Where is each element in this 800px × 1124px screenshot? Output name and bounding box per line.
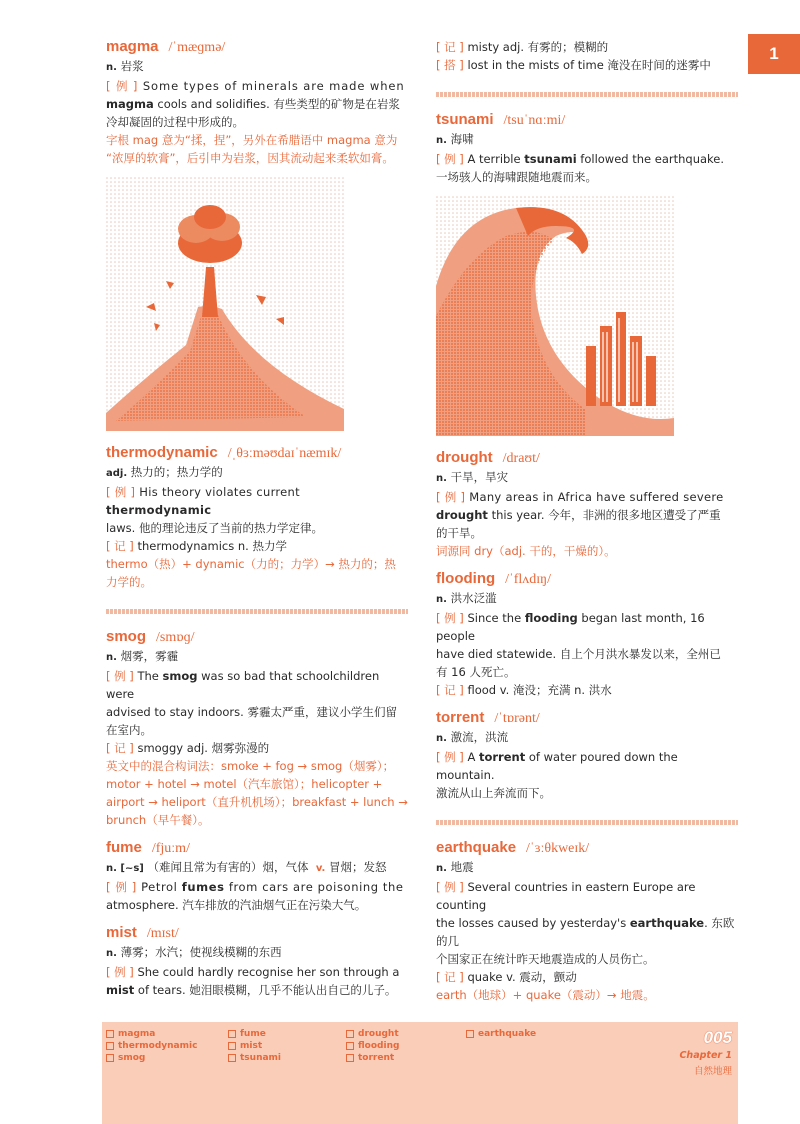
entry-head bbox=[436, 449, 738, 468]
example bbox=[106, 981, 408, 999]
definition bbox=[106, 858, 408, 878]
entry-head bbox=[436, 570, 738, 589]
part-of-speech: n. bbox=[106, 652, 117, 663]
meaning: 地震 bbox=[450, 860, 474, 874]
entry-tsunami bbox=[436, 111, 738, 186]
example-text: Since the bbox=[467, 611, 525, 625]
index-item: drought bbox=[346, 1028, 399, 1040]
definition bbox=[436, 858, 738, 878]
example: 有 16 人死亡。 bbox=[436, 665, 516, 679]
example bbox=[436, 914, 738, 950]
section-divider bbox=[436, 820, 738, 825]
index-item: tsunami bbox=[228, 1052, 281, 1064]
example-text: She could hardly recognise her son through a bbox=[137, 965, 400, 979]
chapter-title: 自然地理 bbox=[693, 1066, 732, 1077]
index-column bbox=[106, 1028, 197, 1064]
entry-drought bbox=[436, 449, 738, 560]
meaning: 烟雾，雾霾 bbox=[120, 649, 179, 663]
example bbox=[436, 506, 738, 524]
headword: earthquake bbox=[436, 839, 517, 856]
example bbox=[106, 95, 408, 113]
example-keyword: flooding bbox=[524, 611, 578, 625]
part-of-speech: n. bbox=[436, 863, 447, 874]
part-of-speech: n. [~s] bbox=[106, 863, 144, 874]
memory-tag: [ 记 ] bbox=[436, 970, 464, 984]
meaning: 薄雾；水汽；使视线模糊的东西 bbox=[120, 945, 282, 959]
phonetic: /mɪst/ bbox=[146, 926, 179, 941]
memory-tag: [ 记 ] bbox=[106, 539, 134, 553]
example-tag: [ 例 ] bbox=[106, 880, 137, 894]
example bbox=[106, 77, 408, 95]
example: have died statewide. 自上个月洪水暴发以来，全州已 bbox=[436, 647, 721, 661]
phonetic: /tsuˈnɑːmi/ bbox=[503, 113, 566, 128]
example-keyword: torrent bbox=[478, 750, 526, 764]
entry-fume bbox=[106, 839, 408, 914]
entry-torrent bbox=[436, 709, 738, 802]
checkbox-icon bbox=[106, 1042, 114, 1050]
headword: smog bbox=[106, 628, 147, 645]
chapter-label: Chapter 1 bbox=[679, 1050, 732, 1061]
example-keyword: thermodynamic bbox=[106, 503, 212, 517]
example-keyword: drought bbox=[436, 508, 488, 522]
example-text: . 东欧的几 bbox=[436, 916, 735, 948]
right-column bbox=[436, 38, 738, 1004]
example-text: The bbox=[137, 669, 163, 683]
definition bbox=[106, 943, 408, 963]
example-tag: [ 例 ] bbox=[436, 611, 464, 625]
checkbox-icon bbox=[228, 1042, 236, 1050]
phonetic: /ˌθɜːməʊdaɪˈnæmɪk/ bbox=[227, 446, 342, 461]
meaning: 岩浆 bbox=[120, 59, 144, 73]
example-tag: [ 例 ] bbox=[106, 79, 139, 93]
example-text: Petrol bbox=[141, 880, 182, 894]
entry-flooding bbox=[436, 570, 738, 699]
definition bbox=[436, 468, 738, 488]
entry-head bbox=[106, 839, 408, 858]
example-keyword: magma bbox=[106, 97, 154, 111]
part-of-speech: n. bbox=[436, 733, 447, 744]
example bbox=[106, 113, 408, 131]
etymology-note: 英文中的混合构词法：smoke + fog → smog（烟雾）； bbox=[106, 759, 395, 773]
phonetic: /draʊt/ bbox=[502, 451, 540, 466]
example-text: this year. 今年，非洲的很多地区遭受了严重 bbox=[487, 508, 721, 522]
meaning: 冒烟；发怒 bbox=[329, 860, 387, 874]
meaning: 干旱，旱灾 bbox=[450, 470, 509, 484]
collocation bbox=[436, 56, 738, 74]
index-column bbox=[346, 1028, 399, 1064]
index-item: thermodynamic bbox=[106, 1040, 197, 1052]
phonetic: /ˈtɒrənt/ bbox=[494, 711, 540, 726]
memory-text: smoggy adj. 烟雾弥漫的 bbox=[137, 741, 270, 755]
index-item: smog bbox=[106, 1052, 197, 1064]
example-tag: [ 例 ] bbox=[436, 152, 464, 166]
example-text: Several countries in eastern Europe are counting bbox=[436, 880, 696, 912]
example-text: A terrible bbox=[467, 152, 525, 166]
entry-mist bbox=[106, 924, 408, 999]
example-text: His theory violates current bbox=[139, 485, 300, 499]
example-tag: [ 例 ] bbox=[106, 485, 136, 499]
example-text: from cars are poisoning the bbox=[224, 880, 404, 894]
definition bbox=[106, 463, 408, 483]
example bbox=[436, 878, 738, 914]
footer-index bbox=[102, 1022, 738, 1124]
index-item: earthquake bbox=[466, 1028, 536, 1040]
example: 在室内。 bbox=[106, 723, 152, 737]
checkbox-icon bbox=[346, 1042, 354, 1050]
entry-head bbox=[436, 709, 738, 728]
phonetic: /ˈmæɡmə/ bbox=[168, 40, 226, 55]
headword: thermodynamic bbox=[106, 444, 218, 461]
part-of-speech: v. bbox=[315, 863, 326, 874]
headword: tsunami bbox=[436, 111, 494, 128]
example-tag: [ 例 ] bbox=[436, 880, 464, 894]
headword: torrent bbox=[436, 709, 485, 726]
wave-illustration bbox=[436, 196, 738, 441]
etymology-note: “浓厚的软膏”，后引申为岩浆，因其流动起来柔软如膏。 bbox=[106, 151, 394, 165]
example-keyword: mist bbox=[106, 983, 135, 997]
example-text: cools and solidifies. 有些类型的矿物是在岩浆 bbox=[153, 97, 400, 111]
etymology-note: earth（地球）+ quake（震动）→ 地震。 bbox=[436, 988, 655, 1002]
memory-tag: [ 记 ] bbox=[436, 683, 464, 697]
definition bbox=[436, 728, 738, 748]
example-tag: [ 例 ] bbox=[436, 490, 466, 504]
memory-text: misty adj. 有雾的；模糊的 bbox=[467, 40, 609, 54]
example: atmosphere. 汽车排放的汽油烟气正在污染大气。 bbox=[106, 898, 367, 912]
checkbox-icon bbox=[466, 1030, 474, 1038]
etymology-note: 字根 mag 意为“揉，捏”，另外在希腊语中 magma 意为 bbox=[106, 133, 398, 147]
example-text: of water poured down the mountain. bbox=[436, 750, 678, 782]
memory-text: quake v. 震动，颤动 bbox=[467, 970, 577, 984]
example-keyword: tsunami bbox=[524, 152, 577, 166]
example-tag: [ 例 ] bbox=[106, 965, 134, 979]
phonetic: /ˈɜːθkweɪk/ bbox=[526, 841, 590, 856]
headword: fume bbox=[106, 839, 142, 856]
phonetic: /fjuːm/ bbox=[151, 841, 190, 856]
definition bbox=[106, 57, 408, 77]
example-keyword: smog bbox=[162, 669, 198, 683]
collocation-tag: [ 搭 ] bbox=[436, 58, 464, 72]
etymology-note: 词源同 dry（adj. 干的，干燥的）。 bbox=[436, 544, 616, 558]
example-keyword: fumes bbox=[181, 880, 225, 894]
memory-note bbox=[106, 739, 408, 757]
example: laws. 他的理论违反了当前的热力学定律。 bbox=[106, 521, 323, 535]
example-text: was so bad that schoolchildren were bbox=[106, 669, 380, 701]
entry-mist-continued bbox=[436, 38, 738, 74]
headword: magma bbox=[106, 38, 159, 55]
index-item: magma bbox=[106, 1028, 197, 1040]
part-of-speech: n. bbox=[436, 135, 447, 146]
meaning: （难闻且常为有害的）烟，气体 bbox=[147, 860, 309, 874]
part-of-speech: n. bbox=[436, 594, 447, 605]
example bbox=[106, 878, 408, 896]
memory-note bbox=[436, 968, 738, 986]
memory-tag: [ 记 ] bbox=[436, 40, 464, 54]
checkbox-icon bbox=[228, 1054, 236, 1062]
entry-head bbox=[106, 38, 408, 57]
volcano-illustration bbox=[106, 177, 408, 436]
example-text: followed the earthquake. bbox=[576, 152, 725, 166]
entry-head bbox=[106, 924, 408, 943]
checkbox-icon bbox=[346, 1030, 354, 1038]
phonetic: /smɒɡ/ bbox=[156, 630, 195, 645]
etymology-note: thermo（热）+ dynamic（力的；力学）→ 热力的；热 bbox=[106, 557, 396, 571]
example-keyword: earthquake bbox=[629, 916, 705, 930]
definition bbox=[436, 589, 738, 609]
example-text: A bbox=[467, 750, 479, 764]
example: 激流从山上奔流而下。 bbox=[436, 786, 551, 800]
entry-head bbox=[436, 839, 738, 858]
wave-image bbox=[436, 196, 674, 436]
part-of-speech: n. bbox=[106, 62, 117, 73]
example-text: the losses caused by yesterday's bbox=[436, 916, 630, 930]
example bbox=[106, 483, 408, 519]
memory-text: flood v. 淹没；充满 n. 洪水 bbox=[467, 683, 612, 697]
entry-magma bbox=[106, 38, 408, 167]
meaning: 热力的；热力学的 bbox=[130, 465, 223, 479]
entry-head bbox=[436, 111, 738, 130]
example-text: of tears. 她泪眼模糊，几乎不能认出自己的儿子。 bbox=[134, 983, 397, 997]
checkbox-icon bbox=[106, 1030, 114, 1038]
part-of-speech: adj. bbox=[106, 468, 128, 479]
index-column bbox=[466, 1028, 536, 1040]
entry-head bbox=[106, 444, 408, 463]
etymology-note: 力学的。 bbox=[106, 575, 152, 589]
example bbox=[436, 609, 738, 645]
example-text: Many areas in Africa have suffered severe bbox=[469, 490, 724, 504]
phonetic: /ˈflʌdɪŋ/ bbox=[505, 572, 551, 587]
headword: mist bbox=[106, 924, 137, 941]
collocation-text: lost in the mists of time 淹没在时间的迷雾中 bbox=[467, 58, 711, 72]
headword: flooding bbox=[436, 570, 496, 587]
definition bbox=[436, 130, 738, 150]
entry-head bbox=[106, 628, 408, 647]
checkbox-icon bbox=[106, 1054, 114, 1062]
example-text: began last month, 16 people bbox=[436, 611, 705, 643]
entry-earthquake bbox=[436, 839, 738, 1004]
example bbox=[436, 150, 738, 168]
page-number: 005 bbox=[703, 1028, 732, 1047]
memory-note bbox=[106, 537, 408, 555]
example bbox=[106, 667, 408, 703]
volcano-image bbox=[106, 177, 344, 431]
memory-note bbox=[436, 38, 738, 56]
example: 一场骇人的海啸跟随地震而来。 bbox=[436, 170, 597, 184]
example: 个国家正在统计昨天地震造成的人员伤亡。 bbox=[436, 952, 655, 966]
checkbox-icon bbox=[228, 1030, 236, 1038]
memory-note bbox=[436, 681, 738, 699]
chapter-tab: 1 bbox=[748, 34, 800, 74]
headword: drought bbox=[436, 449, 493, 466]
memory-tag: [ 记 ] bbox=[106, 741, 134, 755]
example-tag: [ 例 ] bbox=[106, 669, 134, 683]
index-column bbox=[228, 1028, 281, 1064]
section-divider bbox=[106, 609, 408, 614]
etymology-note: airport → heliport（直升机机场）；breakfast + lunch → bbox=[106, 795, 408, 809]
part-of-speech: n. bbox=[106, 948, 117, 959]
entry-smog bbox=[106, 628, 408, 829]
etymology-note: motor + hotel → motel（汽车旅馆）；helicopter + bbox=[106, 777, 383, 791]
example bbox=[436, 488, 738, 506]
meaning: 洪水泛滥 bbox=[450, 591, 497, 605]
example-text: Some types of minerals are made when bbox=[142, 79, 405, 93]
example: advised to stay indoors. 雾霾太严重，建议小学生们留 bbox=[106, 705, 397, 719]
meaning: 海啸 bbox=[450, 132, 474, 146]
definition bbox=[106, 647, 408, 667]
meaning: 激流，洪流 bbox=[450, 730, 509, 744]
example bbox=[106, 963, 408, 981]
index-item: torrent bbox=[346, 1052, 399, 1064]
memory-text: thermodynamics n. 热力学 bbox=[137, 539, 287, 553]
index-item: fume bbox=[228, 1028, 281, 1040]
example-tag: [ 例 ] bbox=[436, 750, 464, 764]
index-item: flooding bbox=[346, 1040, 399, 1052]
part-of-speech: n. bbox=[436, 473, 447, 484]
example-text: 冷却凝固的过程中形成的。 bbox=[106, 115, 244, 129]
example bbox=[436, 748, 738, 784]
example: 的干旱。 bbox=[436, 526, 482, 540]
section-divider bbox=[436, 92, 738, 97]
left-column bbox=[106, 38, 408, 999]
checkbox-icon bbox=[346, 1054, 354, 1062]
etymology-note: brunch（早午餐）。 bbox=[106, 813, 210, 827]
entry-thermodynamic bbox=[106, 444, 408, 591]
index-item: mist bbox=[228, 1040, 281, 1052]
